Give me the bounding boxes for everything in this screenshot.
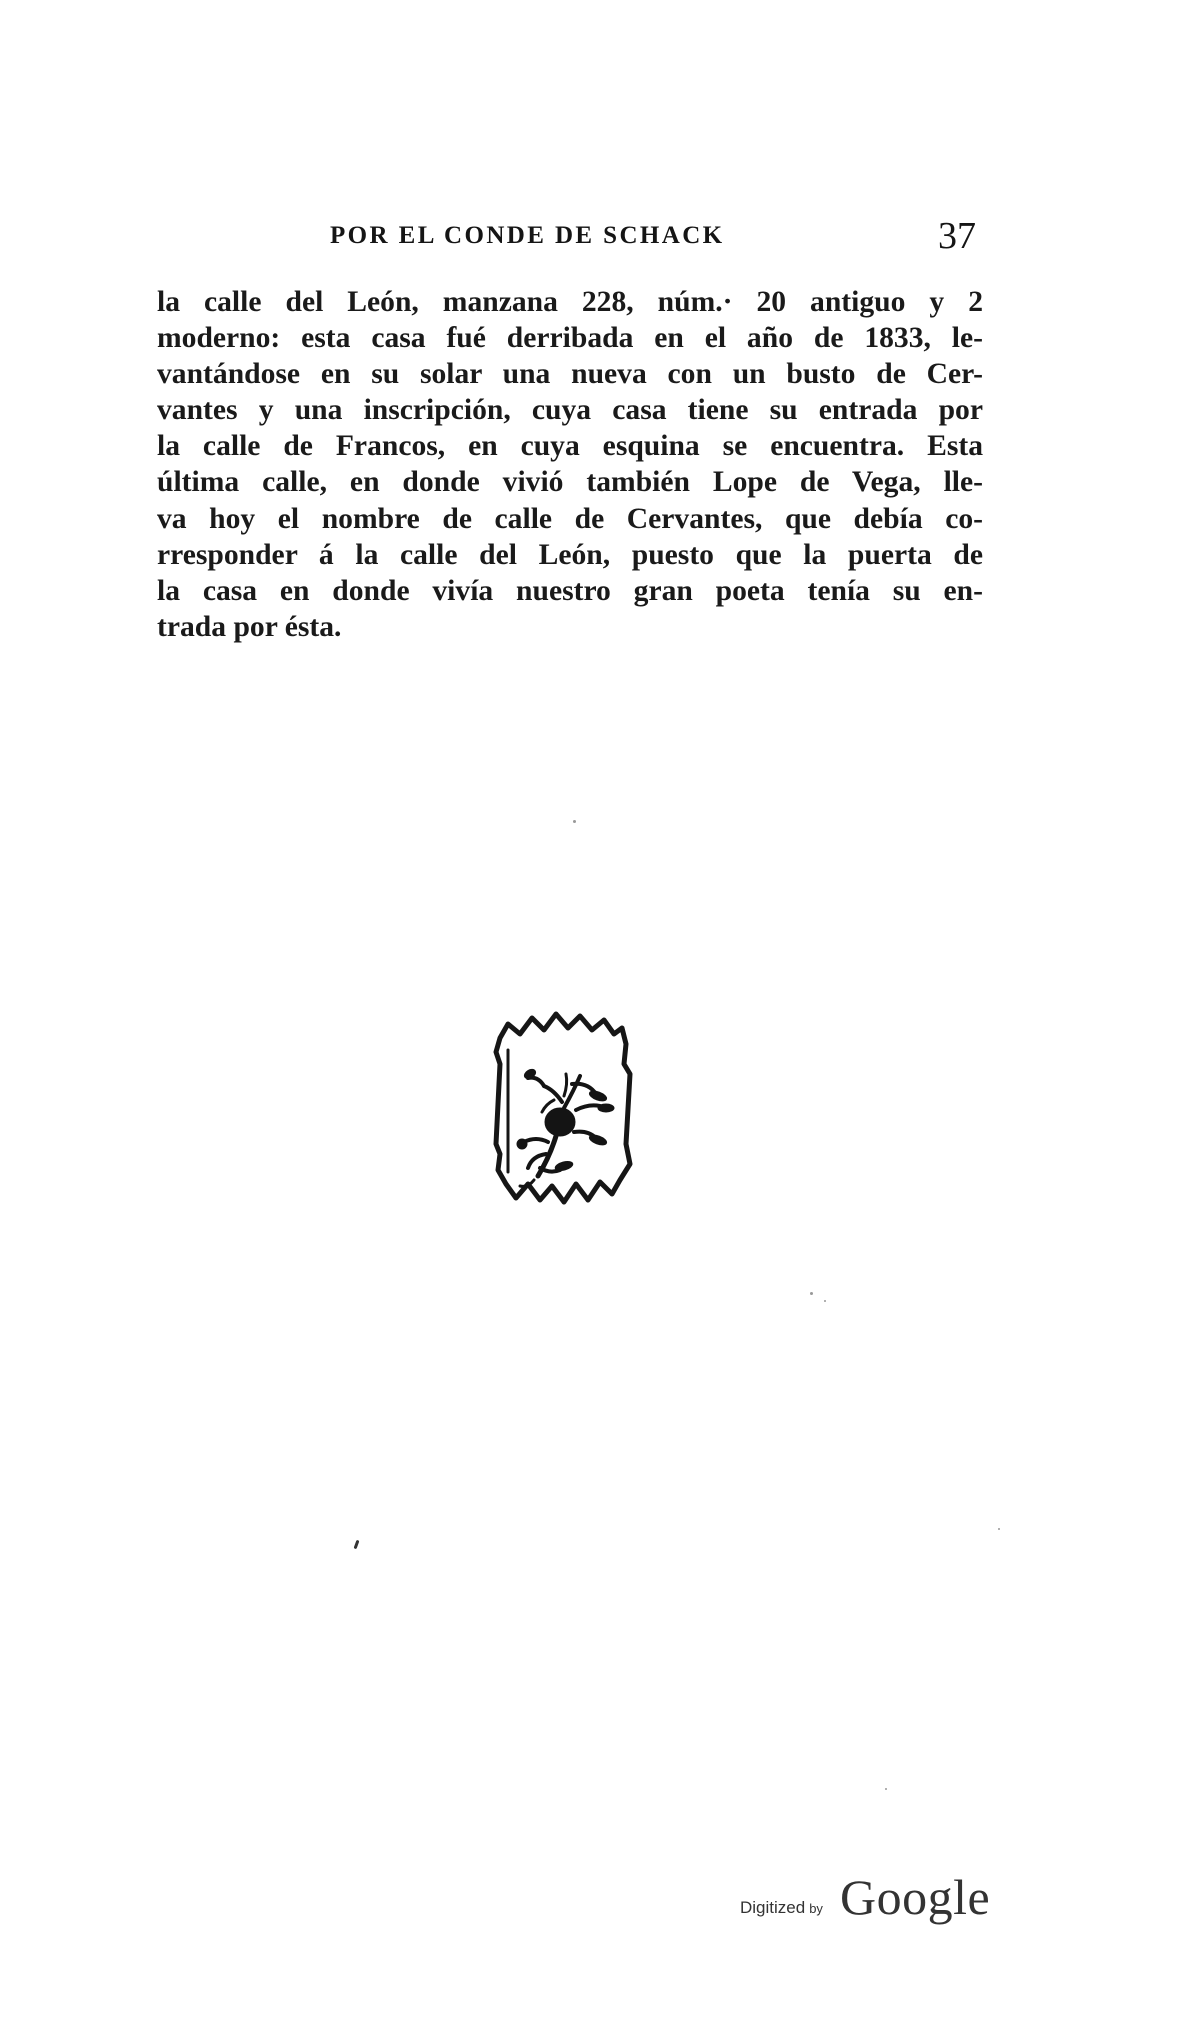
text-line: la calle de Francos, en cuya esquina se encuentra. Esta — [157, 430, 983, 463]
scan-speck — [810, 1292, 813, 1295]
scan-speck — [885, 1788, 887, 1790]
by-text: by — [809, 1901, 823, 1916]
scan-speck — [354, 1540, 360, 1549]
scan-speck — [824, 1300, 826, 1302]
running-head: POR EL CONDE DE SCHACK — [330, 222, 725, 249]
text-line: trada por ésta. — [157, 610, 342, 643]
digitized-by-label — [740, 1898, 823, 1918]
body-paragraph — [157, 284, 983, 645]
floral-tailpiece-icon — [484, 1004, 644, 1214]
text-line: va hoy el nombre de calle de Cervantes, que debía co- — [157, 502, 983, 535]
text-line: moderno: esta casa fué derribada en el año de 1833, le- — [157, 322, 983, 355]
page-number: 37 — [938, 215, 976, 257]
scan-speck — [573, 820, 576, 823]
text-line: vantándose en su solar una nueva con un busto de Cer- — [157, 358, 983, 391]
text-line: rresponder á la calle del León, puesto que la puerta de — [157, 538, 983, 571]
text-line: la casa en donde vivía nuestro gran poeta tenía su en- — [157, 574, 983, 607]
digitized-text: Digitized — [740, 1898, 806, 1917]
text-line: vantes y una inscripción, cuya casa tiene su entrada por — [157, 394, 983, 427]
text-line: última calle, en donde vivió también Lope de Vega, lle- — [157, 466, 983, 499]
text-line: la calle del León, manzana 228, núm.· 20 antiguo y 2 — [157, 286, 983, 318]
scan-speck — [998, 1528, 1000, 1530]
google-logo: Google — [840, 1869, 991, 1925]
